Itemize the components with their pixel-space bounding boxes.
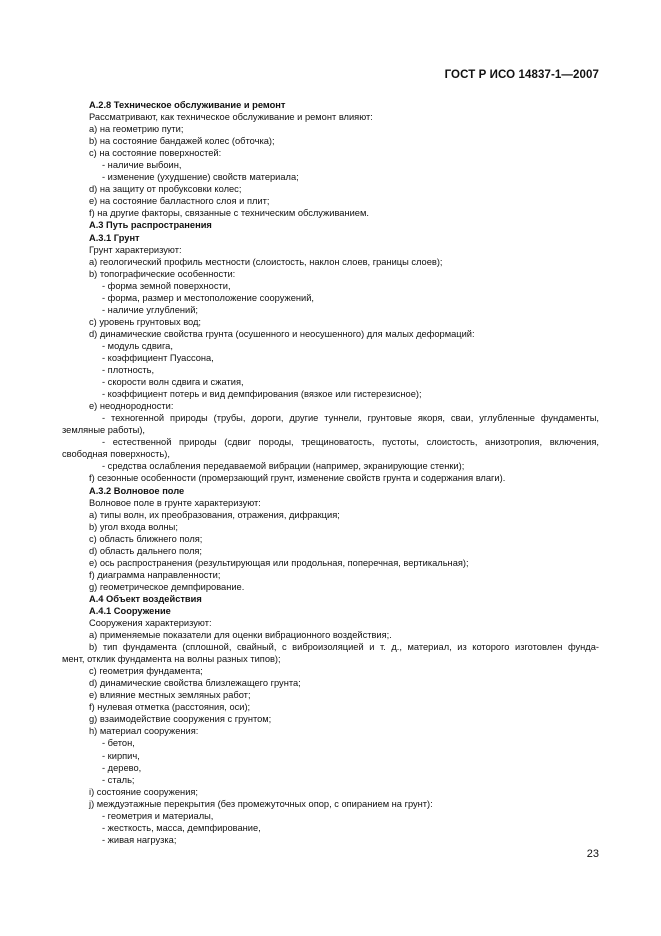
document-body [62,99,599,846]
text-line: - естественной природы (сдвиг породы, трещиноватость, пустоты, слоистость, анизотропия, включения, [102,437,599,448]
section-heading: A.4 Объект воздействия [89,593,202,604]
text-line: a) геологический профиль местности (слоистость, наклон слоев, границы слоев); [89,256,443,267]
text-line: свободная поверхность), [62,449,170,460]
text-line: - коэффициент Пуассона, [102,352,214,363]
text-line: - наличие углублений; [102,304,199,315]
section-heading: A.3.2 Волновое поле [89,485,185,496]
text-line: Грунт характеризуют: [89,244,182,255]
text-line: b) угол входа волны; [89,521,178,532]
text-line: а) на геометрию пути; [89,124,184,135]
text-line: e) на состояние балластного слоя и плит; [89,196,270,207]
text-line: b) тип фундамента (сплошной, свайный, с виброизоляцией и т. д., материал, из которого изготовлен фунда- [89,642,599,653]
text-line: d) динамические свойства грунта (осушенного и неосушенного) для малых деформаций: [89,328,475,339]
text-line: - живая нагрузка; [102,834,177,845]
text-line: d) область дальнего поля; [89,545,203,556]
text-line: - дерево, [102,762,142,773]
text-line: e) неоднородности: [89,401,174,412]
text-line: e) ось распространения (результирующая или продольная, поперечная, вертикальная); [89,557,469,568]
text-line: g) геометрическое демпфирование. [89,581,245,592]
text-line: f) нулевая отметка (расстояния, оси); [89,702,251,713]
text-line: - коэффициент потерь и вид демпфирования (вязкое или гистерезисное); [102,389,422,400]
text-line: - форма земной поверхности, [102,280,231,291]
text-line: Рассматривают, как техническое обслуживание и ремонт влияют: [89,112,373,123]
text-line: f) диаграмма направленности; [89,569,221,580]
text-line: - жесткость, масса, демпфирование, [102,822,261,833]
text-line: земляные работы), [62,425,146,436]
text-line: мент, отклик фундамента на волны разных типов); [62,654,281,665]
text-line: c) на состояние поверхностей: [89,148,222,159]
text-line: i) состояние сооружения; [89,786,199,797]
text-line: - геометрия и материалы, [102,810,214,821]
section-heading: A.3 Путь распространения [89,220,212,231]
text-line: - плотность, [102,365,155,376]
text-line: - бетон, [102,738,135,749]
text-line: - сталь; [102,774,135,785]
text-line: c) геометрия фундамента; [89,666,203,677]
text-line: d) динамические свойства близлежащего грунта; [89,678,301,689]
text-line: - кирпич, [102,750,140,761]
text-line: a) типы волн, их преобразования, отражения, дифракция; [89,509,340,520]
text-line: - техногенной природы (трубы, дороги, другие туннели, грунтовые якоря, сваи, углубленные фундаменты, [102,413,599,424]
text-line: j) междуэтажные перекрытия (без промежуточных опор, с опиранием на грунт): [89,798,433,809]
text-line: - скорости волн сдвига и сжатия, [102,377,244,388]
text-line: e) влияние местных земляных работ; [89,690,251,701]
text-line: c) область ближнего поля; [89,533,203,544]
text-line: b) топографические особенности: [89,268,236,279]
text-line: f) на другие факторы, связанные с техническим обслуживанием. [89,208,369,219]
text-line: h) материал сооружения: [89,726,199,737]
text-line: - форма, размер и местоположение сооружений, [102,292,314,303]
section-heading: A.3.1 Грунт [89,232,140,243]
page-number: 23 [586,848,599,860]
section-heading: A.2.8 Техническое обслуживание и ремонт [89,100,286,110]
text-line: g) взаимодействие сооружения с грунтом; [89,714,272,725]
text-line: - средства ослабления передаваемой вибрации (например, экранирующие стенки); [102,461,465,472]
text-line: Волновое поле в грунте характеризуют: [89,497,261,508]
text-line: c) уровень грунтовых вод; [89,316,202,327]
text-line: Сооружения характеризуют: [89,618,212,629]
text-line: f) сезонные особенности (промерзающий грунт, изменение свойств грунта и содержания влаги). [89,473,506,484]
text-line: - изменение (ухудшение) свойств материала; [102,172,299,183]
section-heading: A.4.1 Сооружение [89,605,171,616]
text-line: a) применяемые показатели для оценки вибрационного воздействия;. [89,630,392,641]
text-line: d) на защиту от пробуксовки колес; [89,184,242,195]
document-header: ГОСТ Р ИСО 14837-1—2007 [444,69,599,81]
text-line: - модуль сдвига, [102,340,173,351]
text-line: - наличие выбоин, [102,160,182,171]
text-line: b) на состояние бандажей колес (обточка); [89,136,275,147]
